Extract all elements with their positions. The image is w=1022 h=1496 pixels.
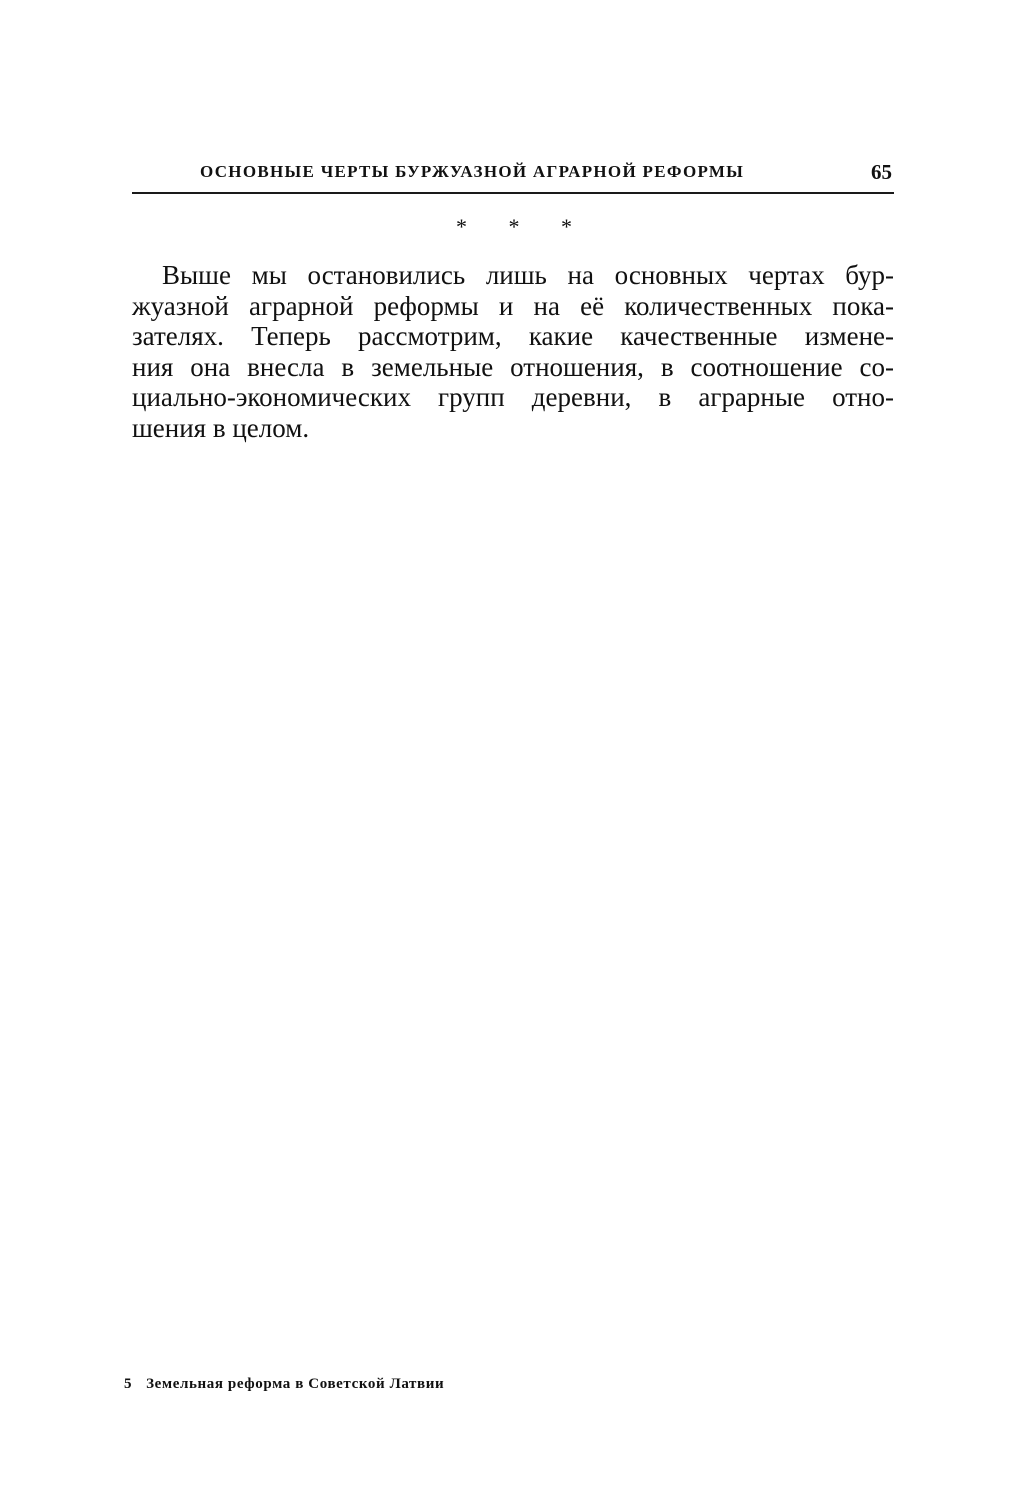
paragraph-line: зателях. Теперь рассмотрим, какие качественные измене- <box>132 321 894 351</box>
section-break-asterisks: * * * <box>456 214 590 239</box>
paragraph-line: ния она внесла в земельные отношения, в соотношение со- <box>132 351 894 382</box>
signature-footer <box>124 1376 444 1393</box>
body-paragraph <box>132 260 894 443</box>
signature-number: 5 <box>124 1376 133 1392</box>
running-header <box>132 156 894 194</box>
paragraph-line: Выше мы остановились лишь на основных чертах бур- <box>162 260 894 290</box>
paragraph-line: шения в целом. <box>132 412 310 443</box>
running-title: ОСНОВНЫЕ ЧЕРТЫ БУРЖУАЗНОЙ АГРАРНОЙ РЕФОРМЫ <box>200 162 745 181</box>
paragraph-line: жуазной аграрной реформы и на её количественных пока- <box>132 290 894 321</box>
signature-book-title: Земельная реформа в Советской Латвии <box>146 1376 445 1392</box>
page-number: 65 <box>871 160 892 184</box>
paragraph-line: циально-экономических групп деревни, в аграрные отно- <box>132 382 894 412</box>
